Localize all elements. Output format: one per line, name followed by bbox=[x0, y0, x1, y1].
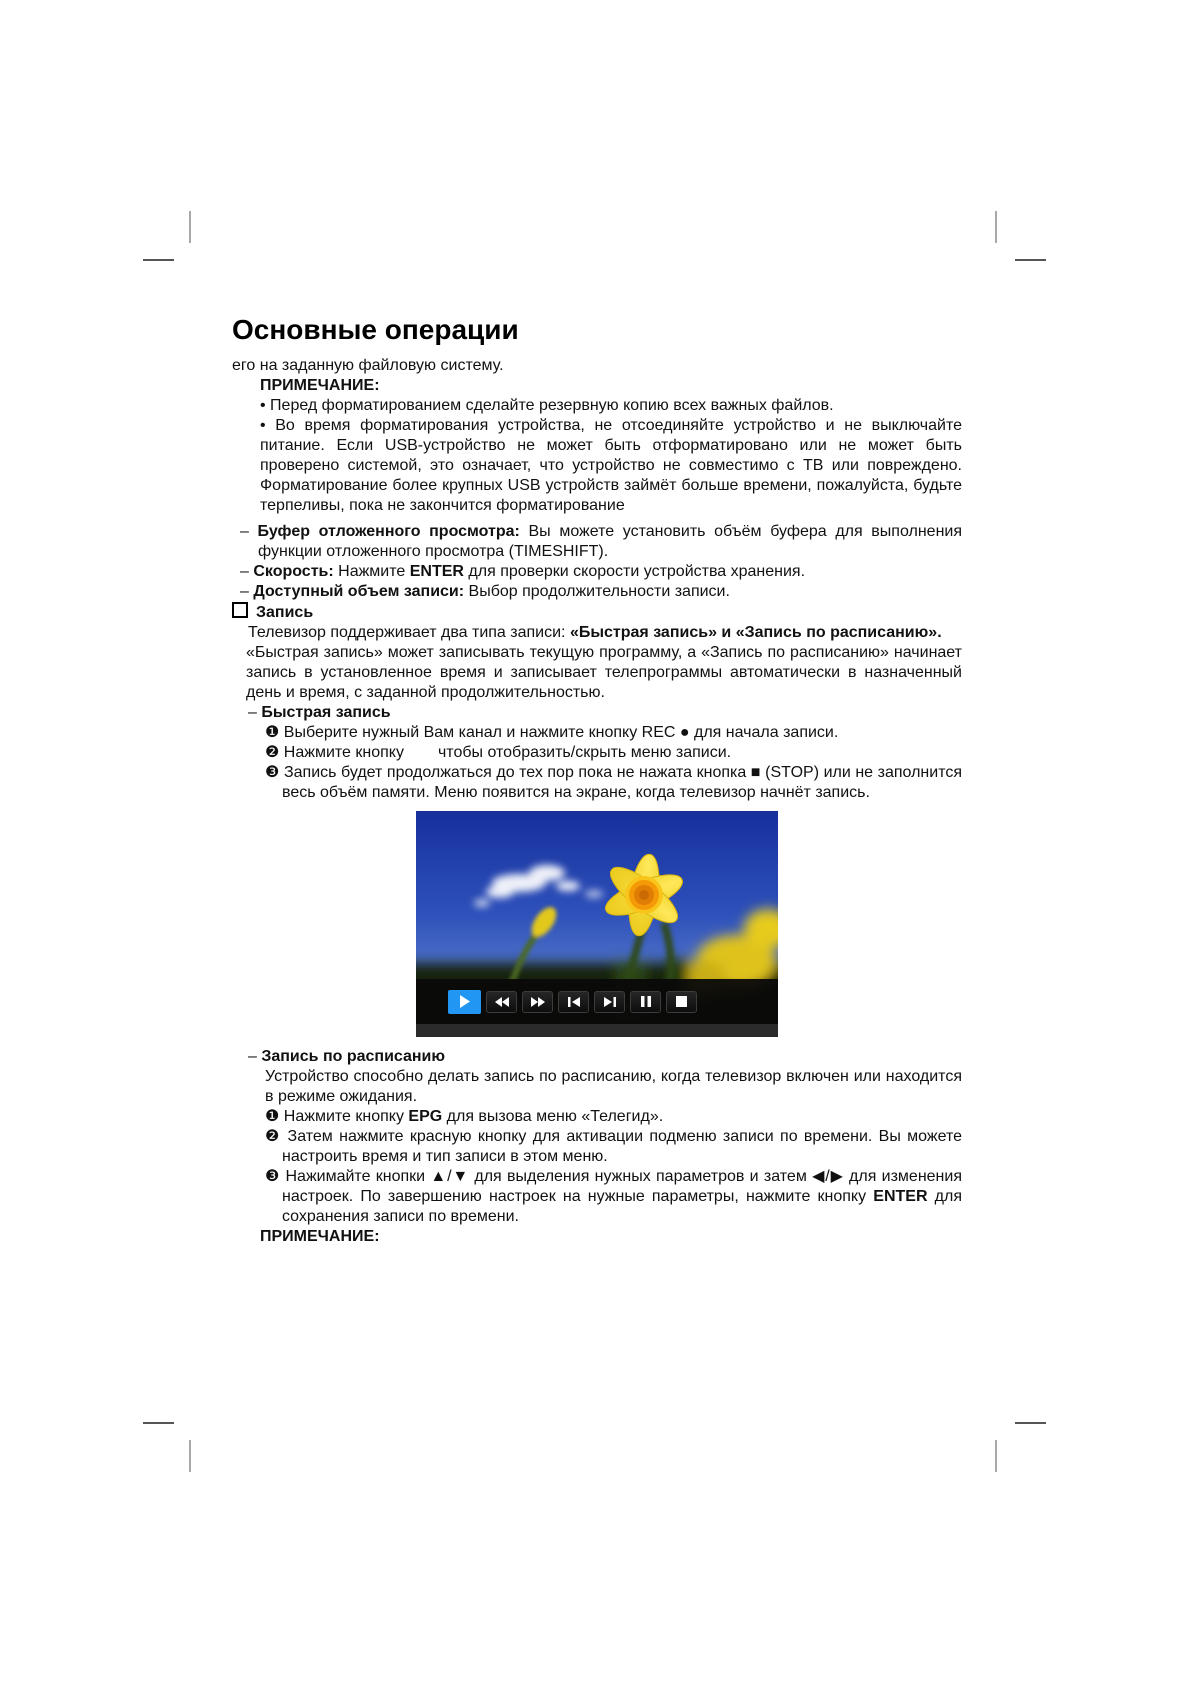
record-desc-paragraph: «Быстрая запись» может записывать текущую программу, а «Запись по расписанию» начинает запись в установленное время и записывает телепрограммы автоматически в назначенный день и время, с заданной продолжительностью. bbox=[246, 644, 962, 701]
checkbox-icon bbox=[232, 602, 248, 618]
note-bottom-heading: ПРИМЕЧАНИЕ: bbox=[260, 1228, 380, 1245]
skip-forward-icon bbox=[604, 997, 616, 1007]
crop-mark-top-left-horizontal bbox=[143, 259, 174, 261]
tv-screen-illustration bbox=[416, 811, 778, 1037]
intro-line: его на заданную файловую систему. bbox=[232, 357, 504, 374]
sched-record-step-2: ❷ Затем нажмите красную кнопку для активации подменю записи по времени. Вы можете настроить время и тип записи в этом меню. bbox=[265, 1128, 962, 1165]
item-timeshift-buffer: – Буфер отложенного просмотра: Вы можете установить объём буфера для выполнения функции отложенного просмотра (TIMESHIFT). bbox=[240, 523, 963, 560]
skip-back-button bbox=[558, 991, 589, 1013]
note-top-heading: ПРИМЕЧАНИЕ: bbox=[260, 377, 380, 394]
crop-mark-top-left-vertical bbox=[189, 211, 191, 243]
stop-button bbox=[666, 991, 697, 1013]
skip-back-icon bbox=[568, 997, 580, 1007]
record-intro-paragraph: Телевизор поддерживает два типа записи: «Быстрая запись» и «Запись по расписанию». bbox=[248, 624, 942, 641]
sched-record-step-3: ❸ Нажимайте кнопки ▲/▼ для выделения нужных параметров и затем ◀/▶ для изменения настроек. По завершению настроек на нужные параметры, нажмите кнопку ENTER для сохранения записи по времени. bbox=[265, 1168, 963, 1225]
sched-record-heading: – Запись по расписанию bbox=[248, 1048, 446, 1065]
pause-button bbox=[630, 991, 661, 1013]
fast-forward-button bbox=[522, 991, 553, 1013]
crop-mark-bottom-right-vertical bbox=[995, 1440, 997, 1472]
pause-icon bbox=[641, 996, 651, 1007]
sched-record-step-1: ❶ Нажмите кнопку EPG для вызова меню «Телегид». bbox=[265, 1108, 664, 1125]
rewind-button bbox=[486, 991, 517, 1013]
note-top-block bbox=[232, 376, 962, 516]
crop-mark-bottom-left-horizontal bbox=[143, 1422, 174, 1424]
item-speed: – Скорость: Нажмите ENTER для проверки скорости устройства хранения. bbox=[240, 563, 806, 580]
page-title: Основные операции bbox=[232, 314, 519, 345]
page-content bbox=[232, 314, 962, 1247]
section-record-heading bbox=[232, 602, 962, 623]
note-bullet-format: • Во время форматирования устройства, не отсоединяйте устройство и не выключайте питание. Если USB-устройство не может быть отформатировано или не может быть проверено системой, это означает, что устройство не совместимо с ТВ или повреждено. Форматирование более крупных USB устройств займёт больше времени, пожалуйста, будьте терпеливы, пока не закончится форматирование bbox=[260, 417, 962, 514]
play-button bbox=[448, 990, 481, 1014]
section-record-label: Запись bbox=[256, 604, 314, 621]
quick-record-step-1: ❶ Выберите нужный Вам канал и нажмите кнопку REC ● для начала записи. bbox=[265, 724, 839, 741]
quick-record-step-2: ❷ Нажмите кнопку чтобы отобразить/скрыть меню записи. bbox=[265, 744, 732, 761]
item-record-capacity: – Доступный объем записи: Выбор продолжительности записи. bbox=[240, 583, 730, 600]
skip-forward-button bbox=[594, 991, 625, 1013]
rewind-icon bbox=[495, 997, 509, 1007]
sched-record-desc: Устройство способно делать запись по расписанию, когда телевизор включен или находится в режиме ожидания. bbox=[265, 1068, 962, 1105]
media-control-bar bbox=[416, 979, 778, 1024]
crop-mark-top-right-vertical bbox=[995, 211, 997, 243]
quick-record-step-3: ❸ Запись будет продолжаться до тех пор пока не нажата кнопка ■ (STOP) или не заполнится весь объём памяти. Меню появится на экране, когда телевизор начнёт запись. bbox=[265, 764, 962, 801]
crop-mark-bottom-right-horizontal bbox=[1015, 1422, 1046, 1424]
fast-forward-icon bbox=[531, 997, 545, 1007]
crop-mark-bottom-left-vertical bbox=[189, 1440, 191, 1472]
media-bar-footer bbox=[416, 1024, 778, 1037]
crop-mark-top-right-horizontal bbox=[1015, 259, 1046, 261]
play-icon bbox=[459, 995, 471, 1008]
stop-icon bbox=[676, 996, 687, 1007]
note-bullet-backup: • Перед форматированием сделайте резервную копию всех важных файлов. bbox=[260, 397, 834, 414]
quick-record-heading: – Быстрая запись bbox=[248, 704, 391, 721]
